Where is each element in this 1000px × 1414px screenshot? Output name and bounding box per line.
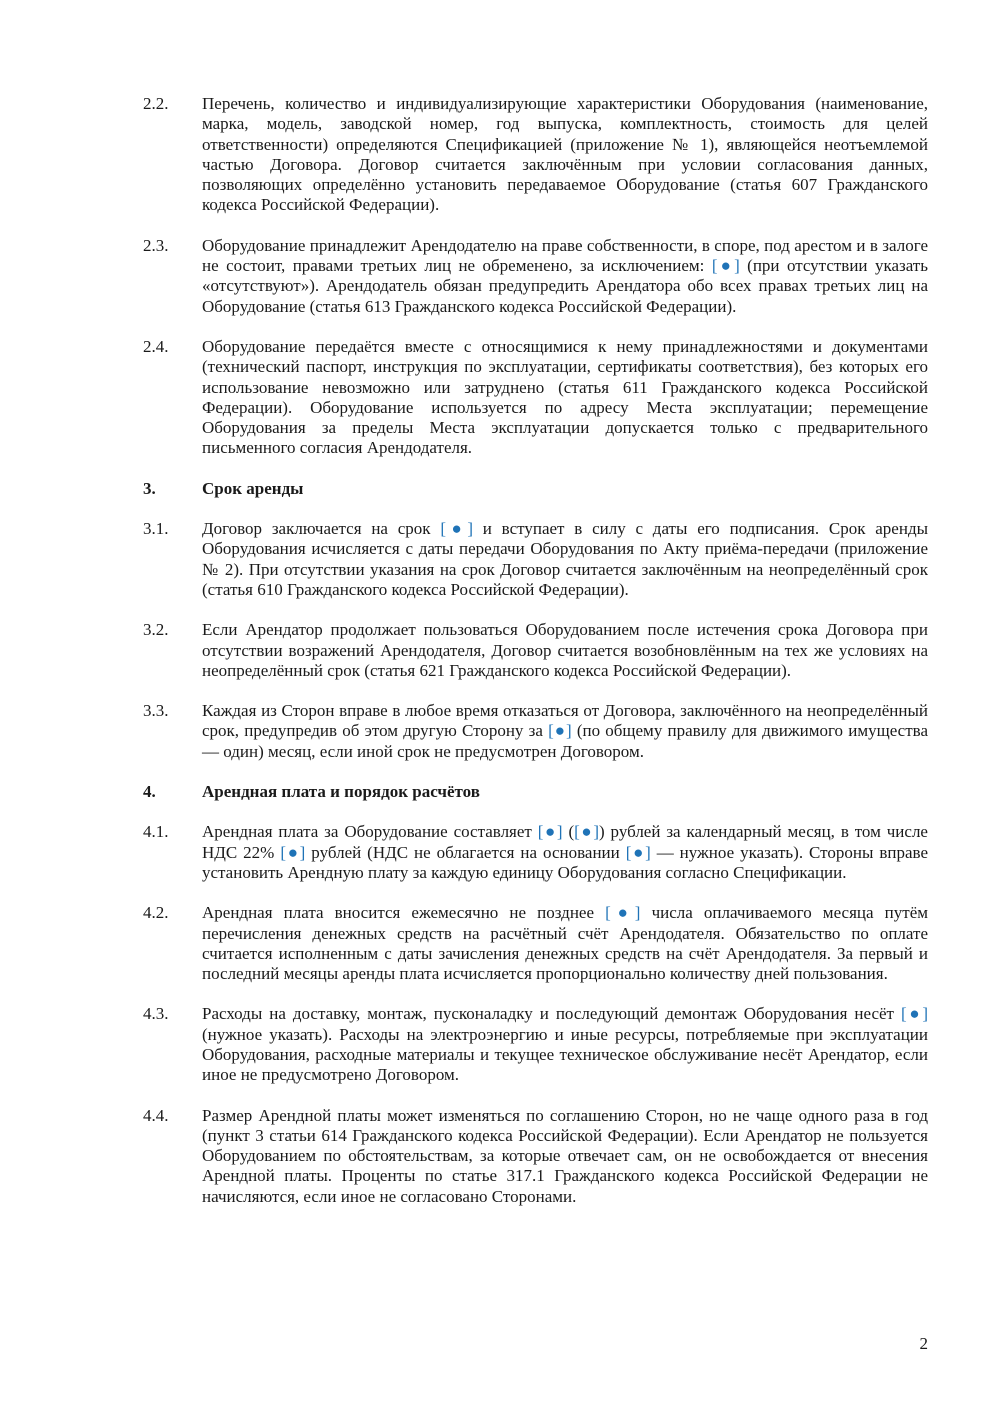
clause [143,903,928,984]
placeholder-field[interactable]: [●] [605,903,641,923]
placeholder-field[interactable]: [●] [548,721,572,741]
clause-number: 3.2. [143,620,169,640]
placeholder-field[interactable]: [●] [280,842,306,862]
clause-number: 2.2. [143,94,169,113]
text-run: ) рублей за календарный месяц, в том числе НДС 22% [202,822,928,862]
clause-number: 4.2. [143,903,169,923]
section-title [202,782,928,802]
clause-number: 3.1. [143,519,169,539]
clause [143,1004,928,1085]
text-run: Каждая из Сторон вправе в любое время отказаться от Договора, заключённого на неопределённый срок, предупредив об этом другую Сторону за [202,701,928,741]
text-run: Срок аренды [202,478,304,498]
clause-text [202,1106,928,1207]
clause-text [202,236,928,317]
text-run: — нужное указать). Стороны вправе установить Арендную плату за каждую единицу Оборудования согласно Спецификации. [202,842,929,882]
text-run: Если Арендатор продолжает пользоваться Оборудованием после истечения срока Договора при отсутствии возражений Арендодателя, Договор считается возобновлённым на тех же условиях на неопределённый срок (статья 621 Гражданского кодекса Российской Федерации). [202,620,928,680]
document-body [143,94,928,1227]
section-number: 3. [143,478,156,498]
clause [143,337,928,459]
section-title [202,479,928,499]
clause [143,1106,928,1207]
text-run: Арендная плата вносится ежемесячно не позднее [202,903,606,923]
clause [143,94,928,216]
section-heading [143,479,928,499]
text-run: Оборудование передаётся вместе с относящимися к нему принадлежностями и документами (технический паспорт, инструкция по эксплуатации, сертификаты соответствия), без которых его использование невозможно или затруднено (статья 611 Гражданского кодекса Российской Федерации). Оборудование используется по адресу Места эксплуатации; перемещение Оборудования за пределы Места эксплуатации допускается только с предварительного письменного согласия Арендодателя. [202,336,928,458]
clause-text [202,519,928,600]
placeholder-field[interactable]: [●] [574,822,599,842]
text-run: ( [562,822,575,842]
text-run: Размер Арендной платы может изменяться по соглашению Сторон, но не чаще одного раза в год (пункт 3 статьи 614 Гражданского кодекса Российской Федерации). Если Арендатор не пользуется Оборудованием по обстоятельствам, за которые отвечает сам, он не освобождается от внесения Арендной платы. Проценты по статье 317.1 Гражданского кодекса Российской Федерации не начисляются, если иное не согласовано Сторонами. [202,1105,928,1206]
section-heading [143,782,928,802]
text-run: рублей (НДС не облагается на основании [305,842,626,862]
text-run: (по общему правилу для движимого имущества — один) месяц, если иной срок не предусмотрен Договором. [202,721,928,761]
clause [143,620,928,681]
text-run: Перечень, количество и индивидуализирующие характеристики Оборудования (наименование, марка, модель, заводской номер, год выпуска, комплектность, стоимость для целей ответственности) определяются Спецификацией (приложение № 1), являющейся неотъемлемой частью Договора. Договор считается заключённым при условии согласования данных, позволяющих определённо установить передаваемое Оборудование (статья 607 Гражданского кодекса Российской Федерации). [202,94,928,215]
text-run: и вступает в силу с даты его подписания. Срок аренды Оборудования исчисляется с даты передачи Оборудования по Акту приёма-передачи (приложение № 2). При отсутствии указания на срок Договор считается заключённым на неопределённый срок (статья 610 Гражданского кодекса Российской Федерации). [202,519,929,599]
clause-text [202,1004,928,1085]
section-number: 4. [143,782,156,802]
clause-number: 2.3. [143,235,169,255]
text-run: Оборудование принадлежит Арендодателю на праве собственности, в споре, под арестом и в залоге не состоит, правами третьих лиц не обременено, за исключением: [202,235,928,276]
text-run: Договор заключается на срок [202,519,441,539]
clause-number: 4.4. [143,1105,169,1125]
page-number: 2 [919,1334,928,1353]
clause [143,236,928,317]
clause [143,701,928,762]
clause-number: 2.4. [143,336,169,356]
placeholder-field[interactable]: [●] [711,256,740,276]
clause-number: 4.1. [143,822,169,842]
placeholder-field[interactable]: [●] [900,1004,928,1024]
clause-text [202,701,928,762]
text-run: Расходы на доставку, монтаж, пусконаладку и последующий демонтаж Оборудования несёт [202,1004,901,1024]
placeholder-field[interactable]: [●] [625,842,651,862]
placeholder-field[interactable]: [●] [537,822,563,842]
clause-text [202,620,928,681]
placeholder-field[interactable]: [●] [440,519,474,539]
clause-text [202,903,928,984]
text-run: числа оплачиваемого месяца путём перечисления денежных средств на расчётный счёт Арендодателя. Обязательство по оплате считается исполненным с даты зачисления денежных средств на счёт Арендодателя. За первый и последний месяцы аренды плата исчисляется пропорционально количеству дней пользования. [202,903,928,984]
text-run: (нужное указать). Расходы на электроэнергию и иные ресурсы, потребляемые при эксплуатации Оборудования, расходные материалы и текущее техническое обслуживание несёт Арендатор, если иное не предусмотрено Договором. [202,1024,928,1085]
clause-text [202,94,928,216]
clause-number: 3.3. [143,701,169,721]
clause [143,519,928,600]
text-run: (при отсутствии указать «отсутствуют»). Арендодатель обязан предупредить Арендатора обо всех правах третьих лиц на Оборудование (статья 613 Гражданского кодекса Российской Федерации). [202,256,928,316]
text-run: Арендная плата за Оборудование составляет [202,822,538,842]
clause-number: 4.3. [143,1004,169,1024]
text-run: Арендная плата и порядок расчётов [202,782,480,802]
clause-text [202,822,928,883]
clause-text [202,337,928,459]
clause [143,822,928,883]
